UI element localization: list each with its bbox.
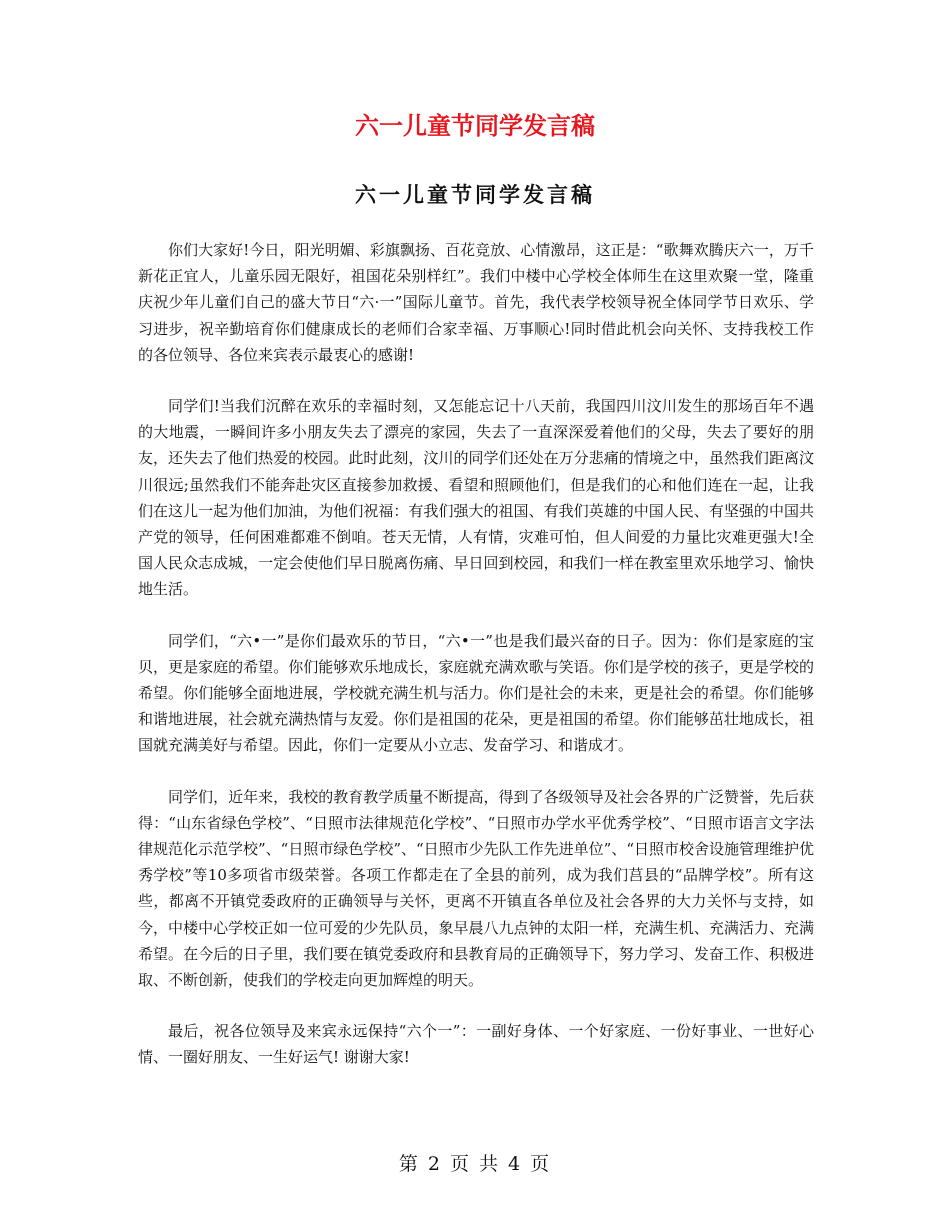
paragraph-earthquake: 同学们!当我们沉醉在欢乐的幸福时刻，又怎能忘记十八天前，我国四川汶川发生的那场百年不遇的大地震，一瞬间许多小朋友失去了漂亮的家园，失去了一直深深爱着他们的父母，失去了要好的朋友，还失去了他们热爱的校园。此时此刻，汶川的同学们还处在万分悲痛的情境之中，虽然我们距离汶川很远;虽然我们不能奔赴灾区直接参加救援、看望和照顾他们，但是我们的心和他们连在一起，让我们在这儿一起为他们加油，为他们祝福：有我们强大的祖国、有我们英雄的中国人民、有坚强的中国共产党的领导，任何困难都难不倒咱。苍天无情，人有情，灾难可怕，但人间爱的力量比灾难更强大!全国人民众志成城，一定会使他们早日脱离伤痛、早日回到校园，和我们一样在教室里欢乐地学习、愉快地生活。 [138, 397, 814, 599]
paragraph-honors: 同学们，近年来，我校的教育教学质量不断提高，得到了各级领导及社会各界的广泛赞誉，先后获得：“山东省绿色学校”、“日照市法律规范化学校”、“日照市办学水平优秀学校”、“日照市语言文字法律规范化示范学校”、“日照市绿色学校”、“日照市少先队工作先进单位”、“日照市校舍设施管理维护优秀学校”等10多项省市级荣誉。各项工作都走在了全县的前列，成为我们莒县的“品牌学校”。所有这些，都离不开镇党委政府的正确领导与关怀，更离不开镇直各单位及社会各界的大力关怀与支持，如今，中楼中心学校正如一位可爱的少先队员，象早晨八九点钟的太阳一样，充满生机、充满活力、充满希望。在今后的日子里，我们要在镇党委政府和县教育局的正确领导下，努力学习、发奋工作、积极进取、不断创新，使我们的学校走向更加辉煌的明天。 [138, 787, 815, 990]
paragraph-hope: 同学们，“六•一”是你们最欢乐的节日，“六•一”也是我们最兴奋的日子。因为：你们是家庭的宝贝，更是家庭的希望。你们能够欢乐地成长，家庭就充满欢歌与笑语。你们是学校的孩子，更是学校的希望。你们能够全面地进展，学校就充满生机与活力。你们是社会的未来，更是社会的希望。你们能够和谐地进展，社会就充满热情与友爱。你们是祖国的花朵，更是祖国的希望。你们能够茁壮地成长，祖国就充满美好与希望。因此，你们一定要从小立志、发奋学习、和谐成才。 [138, 631, 814, 755]
paragraph-closing: 最后，祝各位领导及来宾永远保持“六个一”：一副好身体、一个好家庭、一份好事业、一世好心情、一圈好朋友、一生好运气! 谢谢大家! [138, 1022, 814, 1067]
document-body [138, 237, 814, 1096]
page-number-footer: 第 2 页 共 4 页 [398, 1153, 552, 1175]
paragraph-greeting: 你们大家好!今日，阳光明媚、彩旗飘扬、百花竞放、心情激昂，这正是：“歌舞欢腾庆六一，万千新花正宜人，儿童乐园无限好，祖国花朵别样红”。我们中楼中心学校全体师生在这里欢聚一堂，隆重庆祝少年儿童们自己的盛大节日“六·一”国际儿童节。首先，我代表学校领导祝全体同学节日欢乐、学习进步，祝辛勤培育你们健康成长的老师们合家幸福、万事顺心!同时借此机会向关怀、支持我校工作的各位领导、各位来宾表示最衷心的感谢! [138, 241, 814, 364]
document-title: 六一儿童节同学发言稿 [355, 112, 595, 140]
document-subtitle: 六一儿童节同学发言稿 [355, 182, 595, 207]
